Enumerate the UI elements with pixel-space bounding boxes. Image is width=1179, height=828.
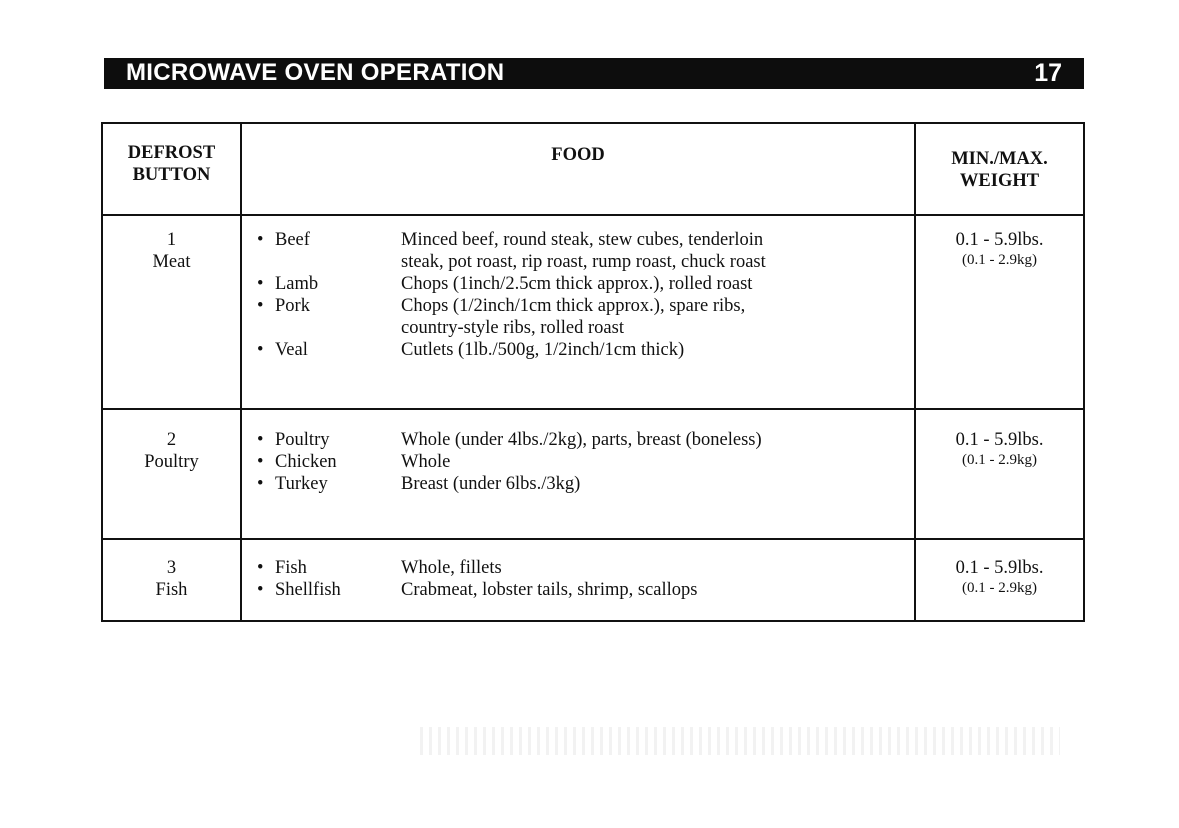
food-item-lamb: • Lamb Chops (1inch/2.5cm thick approx.), rolled roast [243, 273, 913, 295]
page-title: MICROWAVE OVEN OPERATION [126, 59, 505, 86]
button-number: 3 [166, 558, 177, 578]
bullet-icon: • [257, 230, 264, 250]
defrost-button-cell [102, 539, 241, 621]
weight-lbs: 0.1 - 5.9lbs. [955, 230, 1044, 250]
food-item-shellfish: • Shellfish Crabmeat, lobster tails, shrimp, scallops [243, 579, 913, 601]
weight-kg: (0.1 - 2.9kg) [962, 252, 1037, 268]
weight-kg: (0.1 - 2.9kg) [962, 580, 1037, 596]
table-row-poultry [102, 409, 1084, 539]
page-number: 17 [1034, 59, 1062, 87]
bullet-icon: • [257, 340, 264, 360]
bullet-icon: • [257, 452, 264, 472]
button-number: 1 [166, 230, 177, 250]
defrost-table [101, 122, 1085, 622]
defrost-button-cell [102, 409, 241, 539]
table-row-meat [102, 215, 1084, 409]
food-item-poultry: • Poultry Whole (under 4lbs./2kg), parts, breast (boneless) [243, 429, 913, 451]
food-item-turkey: • Turkey Breast (under 6lbs./3kg) [243, 473, 913, 495]
food-item-veal: • Veal Cutlets (1lb./500g, 1/2inch/1cm thick) [243, 339, 913, 361]
defrost-button-cell [102, 215, 241, 409]
column-header-defrost-button: DEFROST BUTTON [102, 123, 241, 215]
food-item-fish: • Fish Whole, fillets [243, 557, 913, 579]
food-cell [241, 215, 915, 409]
column-header-weight: MIN./MAX. WEIGHT [915, 123, 1084, 215]
bullet-icon: • [257, 296, 264, 316]
weight-cell [915, 409, 1084, 539]
table-header-row [102, 123, 1084, 215]
bullet-icon: • [257, 274, 264, 294]
bullet-icon: • [257, 430, 264, 450]
button-category: Poultry [144, 452, 199, 472]
food-item-pork: • Pork Chops (1/2inch/1cm thick approx.), spare ribs, country-style ribs, rolled roast [243, 295, 913, 339]
food-cell [241, 539, 915, 621]
button-category: Meat [152, 252, 191, 272]
weight-cell [915, 539, 1084, 621]
column-header-food: FOOD [241, 123, 915, 215]
bullet-icon: • [257, 474, 264, 494]
button-category: Fish [155, 580, 188, 600]
scan-noise [420, 727, 1060, 755]
weight-kg: (0.1 - 2.9kg) [962, 452, 1037, 468]
food-item-chicken: • Chicken Whole [243, 451, 913, 473]
bullet-icon: • [257, 558, 264, 578]
weight-lbs: 0.1 - 5.9lbs. [955, 558, 1044, 578]
page-header-bar [104, 58, 1084, 89]
bullet-icon: • [257, 580, 264, 600]
weight-cell [915, 215, 1084, 409]
food-item-beef: • Beef Minced beef, round steak, stew cubes, tenderloin steak, pot roast, rip roast, rump roast, chuck roast [243, 229, 913, 273]
food-cell [241, 409, 915, 539]
weight-lbs: 0.1 - 5.9lbs. [955, 430, 1044, 450]
table-row-fish [102, 539, 1084, 621]
button-number: 2 [166, 430, 177, 450]
